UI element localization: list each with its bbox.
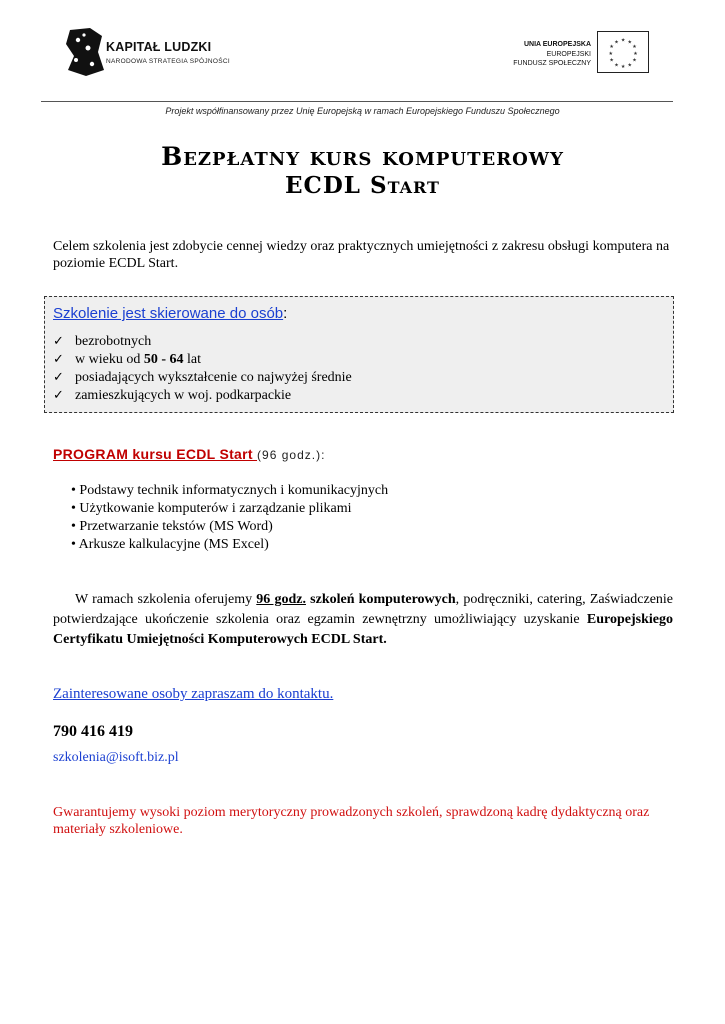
bullet-icon: • xyxy=(71,519,76,534)
target-item-text: zamieszkujących w woj. podkarpackie xyxy=(75,388,292,403)
kl-logo-title: KAPITAŁ LUDZKI xyxy=(106,40,212,54)
contact-invite-link[interactable]: Zainteresowane osoby zapraszam do kontaktu. xyxy=(53,686,334,702)
svg-text:★: ★ xyxy=(609,58,614,64)
page-title-line1: Bezpłatny kurs komputerowy xyxy=(161,142,564,171)
program-heading xyxy=(53,446,325,462)
target-group-heading-text: Szkolenie jest skierowane do osób xyxy=(53,305,284,322)
offer-hours: 96 godz. xyxy=(256,592,306,607)
target-item-text: lat xyxy=(183,352,201,367)
target-group-box xyxy=(44,296,674,413)
program-module-text: Podstawy technik informatycznych i komunikacyjnych xyxy=(79,483,389,498)
intro-paragraph: Celem szkolenia jest zdobycie cennej wiedzy oraz praktycznych umiejętności z zakresu obsługi komputera na poziomie ECDL Start. xyxy=(53,239,670,271)
target-group-heading xyxy=(53,305,287,322)
svg-text:★: ★ xyxy=(614,63,619,69)
program-module-text: Arkusze kalkulacyjne (MS Excel) xyxy=(78,537,269,552)
svg-text:★: ★ xyxy=(627,40,632,46)
check-icon: ✓ xyxy=(53,388,64,403)
target-item-text: bezrobotnych xyxy=(75,334,152,349)
header-divider xyxy=(41,101,673,102)
eu-flag-icon xyxy=(597,31,649,73)
svg-text:★: ★ xyxy=(632,58,637,64)
target-item xyxy=(53,333,151,350)
offer-text: , podręczniki, catering, Zaświadczenie potwierdzające ukończenie szkolenia oraz egzamin zewnętrzny umożliwiający uzyskanie xyxy=(53,592,674,627)
svg-text:★: ★ xyxy=(620,65,626,71)
target-item xyxy=(53,387,291,404)
bullet-icon: • xyxy=(71,501,76,516)
page-title-line2: ECDL Start xyxy=(285,172,440,199)
offer-paragraph xyxy=(53,590,673,650)
svg-text:★: ★ xyxy=(627,63,632,69)
check-icon: ✓ xyxy=(53,370,64,385)
kl-logo-subtitle: NARODOWA STRATEGIA SPÓJNOŚCI xyxy=(106,58,230,65)
eu-line3: FUNDUSZ SPOŁECZNY xyxy=(513,60,591,67)
eu-line2: EUROPEJSKI xyxy=(546,50,591,58)
target-item-age: 50 - 64 xyxy=(143,352,184,367)
program-module xyxy=(71,500,352,517)
target-item xyxy=(53,351,201,368)
program-module xyxy=(71,536,269,553)
check-icon: ✓ xyxy=(53,334,64,349)
program-module-text: Przetwarzanie tekstów (MS Word) xyxy=(79,519,273,534)
svg-text:★: ★ xyxy=(609,45,614,51)
contact-email-link[interactable]: szkolenia@isoft.biz.pl xyxy=(53,750,179,765)
svg-text:★: ★ xyxy=(608,51,613,57)
guarantee-paragraph: Gwarantujemy wysoki poziom merytoryczny prowadzonych szkoleń, sprawdzoną kadrę dydaktyczną oraz materiały szkoleniowe. xyxy=(53,805,650,837)
project-cofinancing-note: Projekt współfinansowany przez Unię Europejską w ramach Europejskiego Funduszu Społecznego xyxy=(165,106,560,116)
program-module xyxy=(71,518,273,535)
svg-text:★: ★ xyxy=(632,45,637,51)
offer-certificate: Europejskiego Certyfikatu Umiejętności Komputerowych ECDL Start. xyxy=(53,612,673,647)
target-group-heading-colon: : xyxy=(283,305,288,322)
contact-phone: 790 416 419 xyxy=(53,723,133,740)
bullet-icon: • xyxy=(71,537,76,552)
eu-logo-text xyxy=(496,40,591,69)
program-hours: (96 godz.): xyxy=(257,448,326,462)
offer-text: W ramach szkolenia oferujemy xyxy=(75,592,257,607)
eu-line1: UNIA EUROPEJSKA xyxy=(523,41,591,48)
svg-text:★: ★ xyxy=(633,51,638,57)
offer-training: szkoleń komputerowych xyxy=(310,592,456,607)
program-title: PROGRAM kursu ECDL Start xyxy=(53,446,258,462)
svg-text:★: ★ xyxy=(620,38,626,44)
program-module-text: Użytkowanie komputerów i zarządzanie plikami xyxy=(79,501,352,516)
target-item-text: w wieku od xyxy=(75,352,144,367)
program-module xyxy=(71,482,388,499)
target-item-text: posiadających wykształcenie co najwyżej średnie xyxy=(75,370,352,385)
bullet-icon: • xyxy=(71,483,76,498)
check-icon: ✓ xyxy=(53,352,64,367)
target-item xyxy=(53,369,352,386)
svg-text:★: ★ xyxy=(614,40,619,46)
